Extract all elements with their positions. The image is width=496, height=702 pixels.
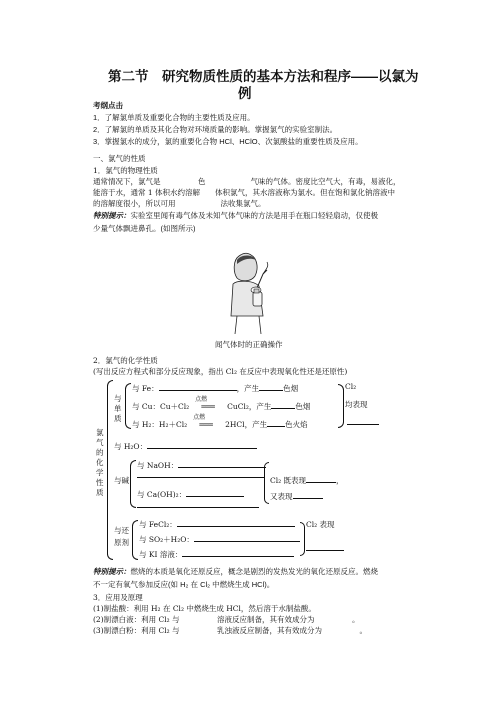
base-brace: [130, 460, 136, 508]
h2-reaction: 与 H₂：H₂＋Cl₂ 点燃 ═══ 2HCl，产生 色火焰: [132, 414, 308, 429]
ki-reaction: 与 KI 溶液：: [139, 548, 294, 561]
page-title-cont: 例: [238, 86, 252, 101]
exam-point-2: 2．了解氯的单质及其化合物对环境质量的影响。掌握氯气的实验室制法。: [93, 125, 338, 134]
group-elements-label: 与 单 质: [114, 394, 122, 423]
base-label: 与碱: [114, 476, 129, 485]
caoh-reaction: 与 Ca(OH)₂：: [137, 488, 244, 501]
reducer-show: Cl₂ 表现: [306, 520, 335, 529]
tip-1-label: 特别提示：: [93, 211, 131, 220]
elements-right-brace: [338, 384, 344, 428]
reducer-right-brace: [300, 522, 305, 556]
section-1-heading: 一、氯气的性质: [93, 154, 146, 163]
tip-2-label: 特别提示：: [93, 567, 131, 576]
section-1-2-heading: 2．氯气的化学性质: [93, 356, 158, 365]
diagram-root-label: 氯 气 的 化 学 性 质: [96, 428, 104, 497]
chemical-intro: (写出反应方程式和部分反应现象，指出 Cl₂ 在反应中表现氧化性还是还原性): [93, 367, 348, 376]
page-title: 第二节 研究物质性质的基本方法和程序——以氯为: [108, 69, 419, 84]
cl2-label: Cl₂: [345, 382, 357, 391]
tip-1-text-cont: 少量气体飘进鼻孔。(如图所示): [93, 224, 196, 233]
naoh-blank-2: [137, 477, 265, 478]
cl2-show-blank: [347, 424, 379, 425]
application-2: (2)制漂白液：利用 Cl₂ 与 溶液反应制备，其有效成分为 。: [93, 615, 360, 624]
application-1: (1)制盐酸：利用 H₂ 在 Cl₂ 中燃烧生成 HCl，然后溶于水制盐酸。: [93, 604, 316, 613]
tip-2: [93, 567, 378, 578]
tip-2-text: 燃烧的本质是氧化还原反应，概念是剧烈的发热发光的氧化还原反应。燃烧: [130, 567, 378, 576]
tip-1-text: 实验室里闻有毒气体及未知气体气味的方法是用手在瓶口轻轻扇动，仅使极: [130, 211, 378, 220]
figure-caption: 闻气体时的正确操作: [215, 340, 283, 349]
exam-point-3: 3．掌握氯水的成分，氯的重要化合物 HCl、HClO、次氯酸盐的重要性质及应用。: [93, 137, 363, 146]
root-brace: [107, 380, 113, 560]
fecl2-reaction: 与 FeCl₂：: [139, 518, 295, 531]
elements-brace: [125, 383, 131, 429]
reducer-brace: [132, 520, 138, 560]
cu-reaction: 与 Cu：Cu＋Cl₂ 点燃 ═══ CuCl₂，产生 色烟: [132, 396, 311, 411]
exam-point-1: 1．了解氯单质及重要化合物的主要性质及应用。: [93, 113, 255, 122]
reducer-label: 与还 原剂: [114, 526, 129, 547]
smelling-gas-figure: [223, 250, 277, 336]
tip-2-text-cont: 不一定有氧气参加反应(如 H₂ 在 Cl₂ 中燃烧生成 HCl)。: [93, 580, 275, 589]
base-show-1: Cl₂ 既表现 ，: [270, 476, 344, 485]
cl2-show: 均表现: [345, 400, 368, 409]
fe-reaction: 与 Fe： ，产生 色烟: [132, 384, 299, 393]
base-right-brace: [264, 462, 269, 504]
naoh-reaction: 与 NaOH：: [137, 459, 266, 472]
application-3: (3)制漂白粉：利用 Cl₂ 与 乳浊液反应制备，其有效成分为 。: [93, 626, 368, 635]
tip-1: [93, 211, 378, 222]
reducer-show-blank: [306, 550, 344, 551]
physical-line-1: 通常情况下，氯气是 色 气味的气体。密度比空气大，有毒，易液化，: [93, 177, 401, 186]
so2-reaction: 与 SO₂＋H₂O：: [139, 533, 300, 546]
h2o-reaction: 与 H₂O：: [114, 440, 257, 453]
section-1-1-heading: 1．氯气的物理性质: [93, 166, 158, 175]
physical-line-3: 的溶解度很小，所以可用 法收集氯气。: [93, 199, 266, 208]
section-1-3-heading: 3．应用及原理: [93, 593, 143, 602]
physical-line-2: 能溶于水，通常 1 体积水约溶解 体积氯气，其水溶液称为氯水。但在饱和氯化钠溶液中: [93, 188, 396, 197]
caoh-blank-2: [137, 507, 259, 508]
exam-points-heading: 考纲点击: [93, 101, 123, 110]
base-show-2: 又表现: [270, 490, 323, 503]
